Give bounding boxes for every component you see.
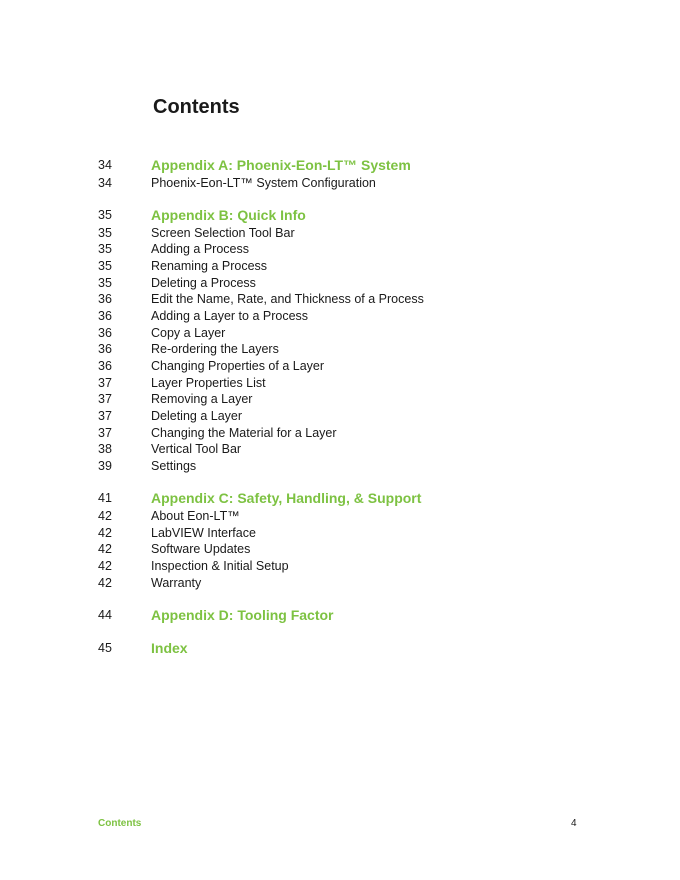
toc-entry[interactable] <box>98 391 598 408</box>
toc-entry[interactable] <box>98 558 598 575</box>
toc-entry-label: Deleting a Process <box>151 276 256 290</box>
toc-entry-label: Deleting a Layer <box>151 409 243 423</box>
footer-page-number: 4 <box>571 818 577 829</box>
toc-page-number: 42 <box>98 559 112 573</box>
toc-entry-label: LabVIEW Interface <box>151 526 256 540</box>
toc-page-number: 34 <box>98 176 112 190</box>
toc-page-number: 38 <box>98 442 112 456</box>
toc-entry[interactable] <box>98 458 598 475</box>
footer-section-label: Contents <box>98 818 142 829</box>
toc-page-number: 36 <box>98 309 112 323</box>
toc-entry-label: About Eon-LT™ <box>151 509 240 523</box>
page-title: Contents <box>153 96 240 118</box>
toc-entry-label: Inspection & Initial Setup <box>151 559 289 573</box>
toc-page-number: 35 <box>98 226 112 240</box>
toc-entry-label: Copy a Layer <box>151 326 226 340</box>
toc-entry-label: Removing a Layer <box>151 392 253 406</box>
toc-entry[interactable] <box>98 275 598 292</box>
toc-entry-label: Changing the Material for a Layer <box>151 426 337 440</box>
toc-entry-label: Vertical Tool Bar <box>151 442 242 456</box>
toc-page-number: 41 <box>98 491 112 505</box>
toc-page-number: 42 <box>98 542 112 556</box>
toc-heading[interactable] <box>98 207 598 224</box>
toc-page-number: 37 <box>98 376 112 390</box>
toc-entry-label: Software Updates <box>151 542 251 556</box>
toc-entry[interactable] <box>98 541 598 558</box>
toc-entry[interactable] <box>98 575 598 592</box>
toc-entry[interactable] <box>98 358 598 375</box>
toc-heading-label: Appendix C: Safety, Handling, & Support <box>151 490 422 506</box>
toc-entry-label: Adding a Layer to a Process <box>151 309 309 323</box>
toc-page-number: 42 <box>98 526 112 540</box>
toc-entry-label: Renaming a Process <box>151 259 268 273</box>
toc-entry[interactable] <box>98 425 598 442</box>
toc-entry[interactable] <box>98 258 598 275</box>
toc-entry-label: Settings <box>151 459 197 473</box>
toc-page-number: 35 <box>98 242 112 256</box>
toc-entry[interactable] <box>98 441 598 458</box>
toc-entry-label: Changing Properties of a Layer <box>151 359 325 373</box>
toc-entry[interactable] <box>98 408 598 425</box>
toc-entry-label: Phoenix-Eon-LT™ System Configuration <box>151 176 376 190</box>
toc-page-number: 37 <box>98 392 112 406</box>
toc-heading[interactable] <box>98 490 598 507</box>
toc-entry[interactable] <box>98 341 598 358</box>
toc-heading[interactable] <box>98 640 598 657</box>
toc-entry[interactable] <box>98 241 598 258</box>
toc-page-number: 36 <box>98 342 112 356</box>
toc-entry[interactable] <box>98 291 598 308</box>
toc-entry-label: Re-ordering the Layers <box>151 342 279 356</box>
toc-entry-label: Warranty <box>151 576 202 590</box>
toc-entry-label: Adding a Process <box>151 242 249 256</box>
toc-page-number: 36 <box>98 359 112 373</box>
toc-entry[interactable] <box>98 308 598 325</box>
toc-heading[interactable] <box>98 157 598 174</box>
toc-page-number: 34 <box>98 158 112 172</box>
toc-entry[interactable] <box>98 508 598 525</box>
toc-page-number: 42 <box>98 576 112 590</box>
toc-entry[interactable] <box>98 325 598 342</box>
toc-heading[interactable] <box>98 607 598 624</box>
toc-page-number: 36 <box>98 292 112 306</box>
toc-heading-label: Appendix A: Phoenix-Eon-LT™ System <box>151 157 411 173</box>
toc-page-number: 37 <box>98 409 112 423</box>
toc-entry-label: Edit the Name, Rate, and Thickness of a Process <box>151 292 424 306</box>
toc-page-number: 39 <box>98 459 112 473</box>
toc-page-number: 36 <box>98 326 112 340</box>
toc-entry-label: Layer Properties List <box>151 376 266 390</box>
toc-entry[interactable] <box>98 225 598 242</box>
toc-entry[interactable] <box>98 375 598 392</box>
toc-page-number: 35 <box>98 276 112 290</box>
toc-page-number: 45 <box>98 641 112 655</box>
toc-page-number: 35 <box>98 259 112 273</box>
toc-heading-label: Index <box>151 640 188 656</box>
toc-heading-label: Appendix D: Tooling Factor <box>151 607 334 623</box>
toc-page-number: 37 <box>98 426 112 440</box>
toc-entry[interactable] <box>98 175 598 192</box>
toc-entry-label: Screen Selection Tool Bar <box>151 226 295 240</box>
toc-heading-label: Appendix B: Quick Info <box>151 207 306 223</box>
toc-page-number: 42 <box>98 509 112 523</box>
toc-page-number: 44 <box>98 608 112 622</box>
toc-page-number: 35 <box>98 208 112 222</box>
toc-entry[interactable] <box>98 525 598 542</box>
